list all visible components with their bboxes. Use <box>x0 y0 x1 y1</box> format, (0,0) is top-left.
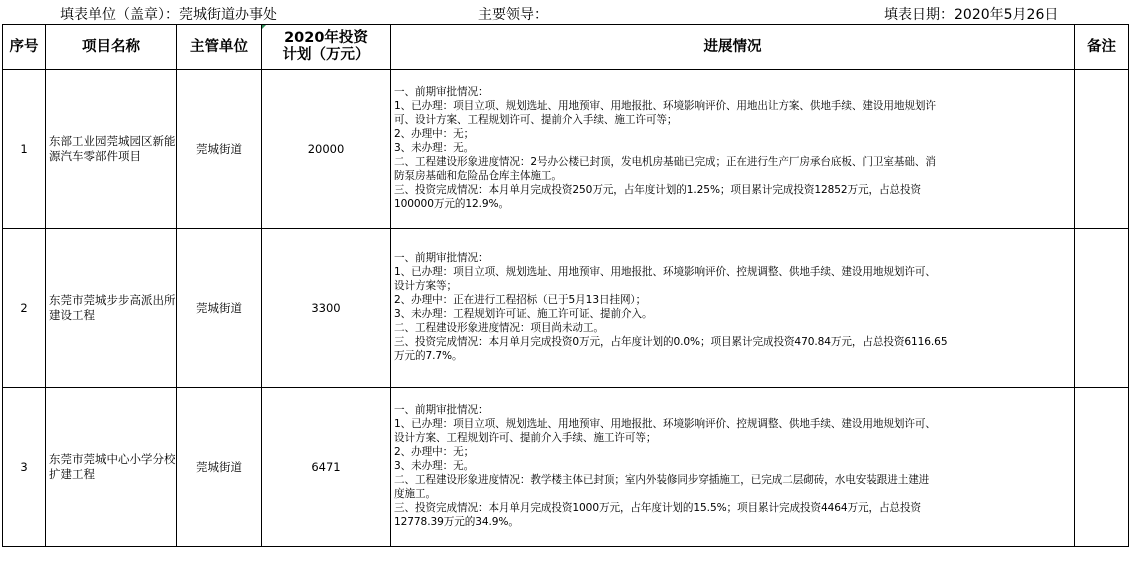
row-project-name: 东莞市莞城中心小学分校扩建工程 <box>46 388 177 547</box>
row-investment: 20000 <box>262 70 391 229</box>
row-remark <box>1075 388 1129 547</box>
col-header-remark: 备注 <box>1075 25 1129 70</box>
filling-unit: 填表单位（盖章）：莞城街道办事处 <box>60 7 277 23</box>
progress-line: 设计方案等； <box>394 280 457 293</box>
row-project-name: 东部工业园莞城园区新能源汽车零部件项目 <box>46 70 177 229</box>
row-progress <box>391 388 1075 547</box>
row-progress <box>391 70 1075 229</box>
table-row <box>3 70 1129 229</box>
col-header-investment-plan <box>262 25 391 70</box>
progress-line: 1、已办理：项目立项、规划选址、用地预审、用地报批、环境影响评价、控规调整、供地手续、建设用地规划许可、 <box>394 266 936 279</box>
progress-line: 一、前期审批情况： <box>394 252 489 265</box>
row-department: 莞城街道 <box>177 70 262 229</box>
progress-line: 可、设计方案、工程规划许可、提前介入手续、施工许可等； <box>394 114 678 127</box>
progress-line: 二、工程建设形象进度情况：项目尚未动工。 <box>394 321 604 334</box>
progress-line: 1、已办理：项目立项、规划选址、用地预审、用地报批、环境影响评价、用地出让方案、供地手续、建设用地规划许 <box>394 100 936 113</box>
progress-line: 一、前期审批情况： <box>394 404 489 417</box>
table-row <box>3 229 1129 388</box>
row-department: 莞城街道 <box>177 388 262 547</box>
progress-line: 三、投资完成情况：本月单月完成投资250万元，占年度计划的1.25%；项目累计完成投资12852万元，占总投资 <box>394 183 922 196</box>
progress-line: 3、未办理：无。 <box>394 142 475 155</box>
row-department: 莞城街道 <box>177 229 262 388</box>
row-project-name: 东莞市莞城步步高派出所建设工程 <box>46 229 177 388</box>
table-row <box>3 388 1129 547</box>
progress-line: 设计方案、工程规划许可、提前介入手续、施工许可等； <box>394 432 657 445</box>
main-leader: 主要领导： <box>478 7 548 23</box>
progress-line: 2、办理中：无； <box>394 128 475 141</box>
row-remark <box>1075 70 1129 229</box>
col-header-investment-line2: 计划（万元） <box>282 47 370 63</box>
progress-line: 万元的7.7%。 <box>394 349 463 362</box>
col-header-project-name: 项目名称 <box>46 25 177 70</box>
col-header-seq: 序号 <box>3 25 46 70</box>
progress-line: 2、办理中：正在进行工程招标（已于5月13日挂网）； <box>394 294 647 307</box>
progress-line: 度施工。 <box>394 487 436 500</box>
progress-line: 二、工程建设形象进度情况：2号办公楼已封顶，发电机房基础已完成；正在进行生产厂房承台底板、门卫室基础、消 <box>394 155 936 168</box>
filling-date: 填表日期：2020年5月26日 <box>884 7 1059 23</box>
progress-line: 2、办理中：无； <box>394 446 475 459</box>
col-header-progress: 进展情况 <box>391 25 1075 70</box>
progress-line: 1、已办理：项目立项、规划选址、用地预审、用地报批、环境影响评价、控规调整、供地手续、建设用地规划许可、 <box>394 418 936 431</box>
progress-line: 防泵房基础和危险品仓库主体施工。 <box>394 169 562 182</box>
row-seq: 2 <box>3 229 46 388</box>
table-header-row <box>3 25 1129 70</box>
progress-line: 三、投资完成情况：本月单月完成投资1000万元，占年度计划的15.5%；项目累计完成投资4464万元，占总投资 <box>394 501 922 514</box>
report-header <box>0 0 1131 24</box>
progress-line: 一、前期审批情况： <box>394 86 489 99</box>
progress-line: 3、未办理：工程规划许可证、施工许可证、提前介入。 <box>394 308 653 320</box>
progress-line: 三、投资完成情况：本月单月完成投资0万元，占年度计划的0.0%；项目累计完成投资470.84万元，占总投资6116.65 <box>394 335 948 348</box>
row-seq: 1 <box>3 70 46 229</box>
project-progress-table <box>2 24 1129 547</box>
row-investment: 3300 <box>262 229 391 388</box>
row-seq: 3 <box>3 388 46 547</box>
progress-line: 12778.39万元的34.9%。 <box>394 515 519 528</box>
col-header-department: 主管单位 <box>177 25 262 70</box>
row-remark <box>1075 229 1129 388</box>
row-investment: 6471 <box>262 388 391 547</box>
progress-line: 100000万元的12.9%。 <box>394 197 509 210</box>
row-progress <box>391 229 1075 388</box>
progress-line: 二、工程建设形象进度情况：教学楼主体已封顶；室内外装修同步穿插施工，已完成二层砌砖，水电安装跟进土建进 <box>394 473 930 486</box>
progress-line: 3、未办理：无。 <box>394 460 475 473</box>
col-header-investment-line1: 2020年投资 <box>284 30 368 46</box>
